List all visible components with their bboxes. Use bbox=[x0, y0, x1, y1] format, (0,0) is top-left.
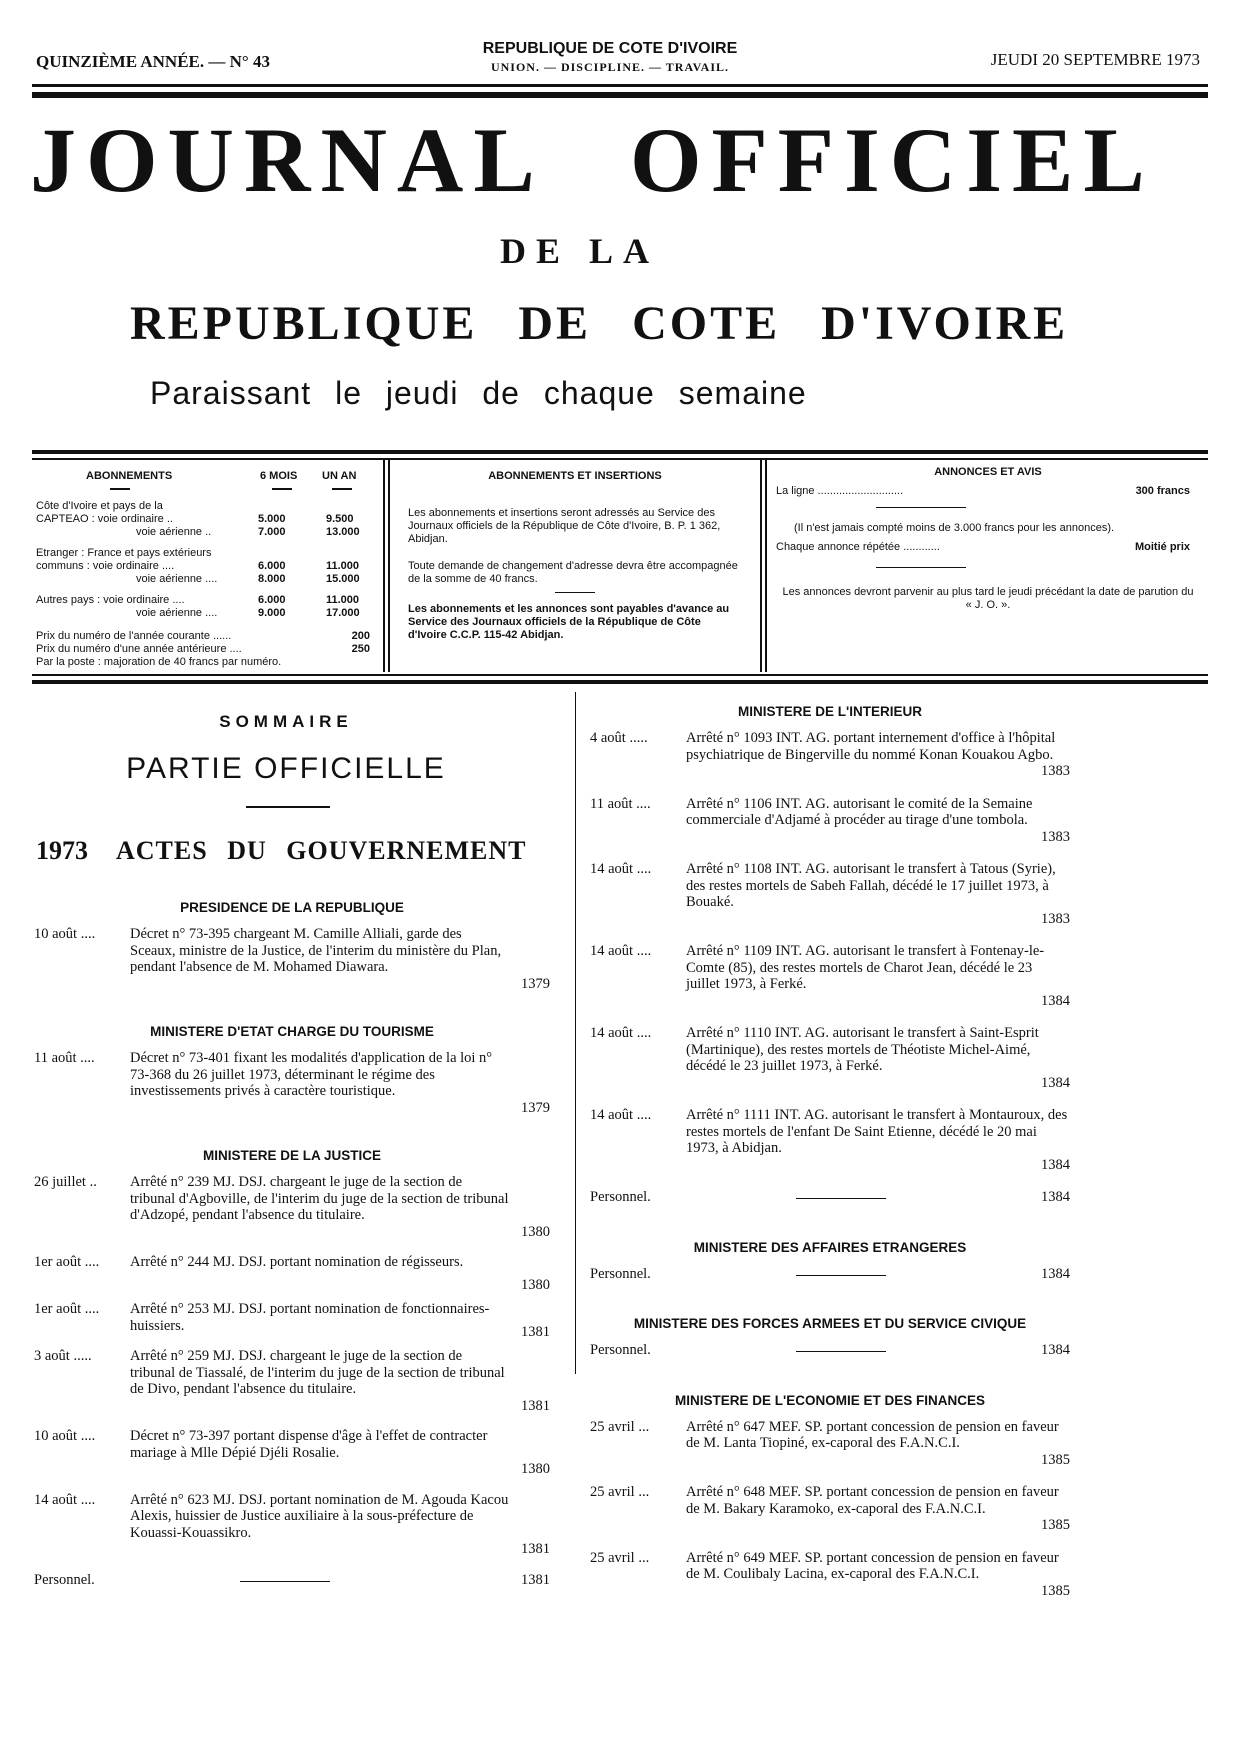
acts-year: 1973 bbox=[36, 836, 88, 865]
col-six-months: 6 MOIS bbox=[260, 470, 298, 482]
line-price: 300 francs bbox=[1135, 485, 1190, 497]
price-previous-value: 250 bbox=[351, 643, 370, 655]
entry-rule bbox=[796, 1198, 886, 1199]
issue-date: JEUDI 20 SEPTEMBRE 1973 bbox=[990, 50, 1200, 69]
subscription-row-label: communs : voie ordinaire .... bbox=[36, 560, 175, 572]
insertions-panel bbox=[400, 466, 750, 642]
subscription-six-months-value: 5.000 bbox=[258, 513, 286, 525]
subscription-row bbox=[36, 607, 376, 620]
entry-date: 11 août .... bbox=[34, 1050, 95, 1066]
subscription-row bbox=[36, 500, 376, 513]
entry-text: Arrêté n° 647 MEF. SP. portant concession de pension en faveur de M. Lanta Tiopiné, ex-caporal des F.A.N.C.I. bbox=[686, 1418, 1059, 1451]
entry-date: 11 août .... bbox=[590, 795, 651, 812]
republique-title: REPUBLIQUE DE COTE D'IVOIRE bbox=[130, 297, 1069, 350]
column-divider bbox=[575, 692, 576, 1374]
masthead-rule-thick bbox=[32, 92, 1208, 98]
subscription-row bbox=[36, 547, 376, 560]
subscription-one-year-value: 17.000 bbox=[326, 607, 360, 619]
entry-text: Arrêté n° 1093 INT. AG. portant internement d'office à l'hôpital psychiatrique de Bingerville du nommé Konan Kouakou Agbo. bbox=[686, 730, 1056, 763]
table-top-rule bbox=[32, 450, 1208, 454]
subscription-row-label: voie aérienne .... bbox=[136, 607, 218, 619]
section-heading: MINISTERE DES AFFAIRES ETRANGERES bbox=[693, 1239, 967, 1255]
entry-page: 1380 bbox=[521, 1276, 550, 1293]
entry-date: 14 août .... bbox=[590, 1025, 652, 1041]
insertions-heading: ABONNEMENTS ET INSERTIONS bbox=[488, 470, 662, 482]
section-heading: MINISTERE DES FORCES ARMEES ET DU SERVICE CIVIQUE bbox=[633, 1316, 1027, 1331]
entry-page: 1384 bbox=[1041, 1156, 1070, 1173]
entry-text: Arrêté n° 239 MJ. DSJ. chargeant le juge de la section de tribunal d'Agboville, de l'interim du juge de la section de tribunal d'Adzopé, pendant l'absence du titulaire. bbox=[130, 1174, 509, 1223]
section-heading: PRESIDENCE DE LA REPUBLIQUE bbox=[180, 900, 404, 915]
entry-rule bbox=[240, 1581, 330, 1582]
entry-text: Arrêté n° 259 MJ. DSJ. chargeant le juge de la section de tribunal de Tiassalé, de l'interim du juge de la section de tribunal de Divo, pendant l'absence du titulaire. bbox=[130, 1348, 505, 1397]
line-price-label: La ligne ............................ bbox=[776, 485, 904, 497]
subscription-one-year-value: 13.000 bbox=[326, 526, 360, 538]
entry-text: Arrêté n° 1106 INT. AG. autorisant le comité de la Semaine commerciale d'Adjamé à procéder au tirage d'une tombola. bbox=[686, 795, 1033, 828]
entry-page: 1385 bbox=[1041, 1582, 1070, 1599]
entry-page: 1383 bbox=[1041, 763, 1070, 779]
table-divider bbox=[760, 460, 762, 672]
entry-page: 1384 bbox=[1041, 1265, 1070, 1282]
entry-date: 1er août .... bbox=[34, 1254, 100, 1270]
entry-date: 26 juillet .. bbox=[34, 1174, 97, 1190]
entry-page: 1383 bbox=[1041, 828, 1070, 845]
price-current-value: 200 bbox=[351, 630, 370, 642]
entry-text: Décret n° 73-397 portant dispense d'âge à l'effet de contracter mariage à Mlle Dépié Djéli Rosalie. bbox=[130, 1428, 488, 1461]
subscription-row bbox=[36, 513, 376, 526]
entry-date: 14 août .... bbox=[590, 1107, 652, 1123]
acts-heading: ACTES DU GOUVERNEMENT bbox=[116, 836, 527, 865]
de-la: DE LA bbox=[500, 231, 660, 271]
address-change-note: Toute demande de changement d'adresse devra être accompagnée de la somme de 40 francs. bbox=[408, 560, 738, 585]
subscriptions-panel bbox=[36, 466, 376, 694]
entry-date: 25 avril ... bbox=[590, 1549, 650, 1566]
section-heading: MINISTERE DE L'ECONOMIE ET DES FINANCES bbox=[675, 1392, 985, 1408]
entry-date: 14 août .... bbox=[590, 943, 652, 959]
entry-text: Arrêté n° 623 MJ. DSJ. portant nomination de M. Agouda Kacou Alexis, huissier de Justice auxiliaire à la sous-préfecture de Kouassi-Kouassikro. bbox=[130, 1491, 509, 1541]
col-one-year: UN AN bbox=[322, 470, 357, 482]
journal-title-left: JOURNAL bbox=[30, 109, 545, 211]
entry-date: Personnel. bbox=[590, 1265, 651, 1282]
subscription-row bbox=[36, 573, 376, 586]
entry-rule bbox=[796, 1351, 886, 1352]
issue-number: QUINZIÈME ANNÉE. — N° 43 bbox=[36, 52, 270, 71]
entry-page: 1381 bbox=[521, 1397, 550, 1414]
partie-officielle: PARTIE OFFICIELLE bbox=[126, 752, 446, 785]
entry-page: 1380 bbox=[521, 1223, 550, 1240]
minimum-note: (Il n'est jamais compté moins de 3.000 francs pour les annonces). bbox=[794, 522, 1115, 534]
insertions-address: Les abonnements et insertions seront adressés au Service des Journaux officiels de la République de Côte d'Ivoire, B. P. 1 362, Abidjan. bbox=[408, 507, 721, 545]
partie-underline bbox=[246, 806, 330, 808]
section-heading: MINISTERE DE L'INTERIEUR bbox=[738, 704, 922, 719]
repeat-price: Moitié prix bbox=[1134, 541, 1190, 553]
subscription-six-months-value: 6.000 bbox=[258, 594, 286, 606]
entry-date: 25 avril ... bbox=[590, 1418, 650, 1435]
subscription-row-label: Autres pays : voie ordinaire .... bbox=[36, 594, 185, 606]
entry-date: 14 août .... bbox=[590, 861, 652, 877]
section-heading: MINISTERE D'ETAT CHARGE DU TOURISME bbox=[150, 1024, 434, 1039]
price-current-label: Prix du numéro de l'année courante ...... bbox=[36, 630, 232, 642]
entry-text: Arrêté n° 244 MJ. DSJ. portant nomination de régisseurs. bbox=[130, 1254, 464, 1270]
entry-text: Arrêté n° 648 MEF. SP. portant concession de pension en faveur de M. Bakary Karamoko, ex-caporal des F.A.N.C.I. bbox=[686, 1484, 1059, 1517]
entry-page: 1379 bbox=[521, 1099, 550, 1116]
entry-date: 1er août .... bbox=[34, 1301, 100, 1317]
subscription-one-year-value: 11.000 bbox=[326, 560, 360, 572]
price-previous-label: Prix du numéro d'une année antérieure .... bbox=[36, 643, 242, 655]
entry-page: 1384 bbox=[1041, 992, 1070, 1009]
announcements-heading: ANNONCES ET AVIS bbox=[934, 466, 1042, 478]
subscription-row-label: voie aérienne .... bbox=[136, 573, 218, 585]
subscription-six-months-value: 7.000 bbox=[258, 526, 286, 538]
subscription-row bbox=[36, 560, 376, 573]
entry-text: Arrêté n° 1108 INT. AG. autorisant le transfert à Tatous (Syrie), des restes mortels de Sabeh Fallah, décédé le 17 juillet 1973, à Bouaké. bbox=[686, 861, 1056, 910]
entry-page: 1381 bbox=[521, 1571, 550, 1588]
table-bottom-rule bbox=[32, 674, 1208, 676]
entry-date: 4 août ..... bbox=[590, 730, 648, 746]
entry-text: Arrêté n° 253 MJ. DSJ. portant nomination de fonctionnaires-huissiers. bbox=[130, 1301, 490, 1334]
entry-date: 3 août ..... bbox=[34, 1348, 92, 1364]
payment-note: Les abonnements et les annonces sont payables d'avance au Service des Journaux officiels de la République de Côte d'Ivoire C.C.P. 115-42 Abidjan. bbox=[408, 603, 730, 641]
table-divider bbox=[388, 460, 390, 672]
entry-page: 1385 bbox=[1041, 1517, 1070, 1533]
masthead-rule bbox=[32, 84, 1208, 87]
section-heading: MINISTERE DE LA JUSTICE bbox=[202, 1148, 382, 1163]
entry-text: Décret n° 73-395 chargeant M. Camille Alliali, garde des Sceaux, ministre de la Justice, de l'interim du ministère du Plan, pendant l'absence de M. Mohamed Diawara. bbox=[130, 926, 502, 975]
postage-note: Par la poste : majoration de 40 francs par numéro. bbox=[36, 656, 282, 668]
deadline-note: Les annonces devront parvenir au plus tard le jeudi précédant la date de parution du « J. O. ». bbox=[782, 586, 1194, 611]
entry-page: 1384 bbox=[1041, 1189, 1070, 1205]
entry-date: Personnel. bbox=[590, 1342, 651, 1358]
subscription-rows bbox=[36, 500, 376, 620]
subscription-row-label: CAPTEAO : voie ordinaire .. bbox=[36, 513, 173, 525]
sommaire-heading: SOMMAIRE bbox=[219, 712, 353, 731]
subscriptions-heading: ABONNEMENTS bbox=[86, 470, 173, 482]
entry-rule bbox=[796, 1275, 886, 1276]
subscription-six-months-value: 8.000 bbox=[258, 573, 286, 585]
table-divider bbox=[383, 460, 385, 672]
entry-page: 1381 bbox=[521, 1323, 550, 1340]
subscription-one-year-value: 15.000 bbox=[326, 573, 360, 585]
repeat-label: Chaque annonce répétée ............ bbox=[776, 541, 940, 553]
subscription-row-label: Côte d'Ivoire et pays de la bbox=[36, 500, 163, 512]
subscription-row-label: voie aérienne .. bbox=[136, 526, 212, 538]
entry-page: 1379 bbox=[521, 975, 550, 992]
entry-text: Arrêté n° 1111 INT. AG. autorisant le transfert à Montauroux, des restes mortels de l'enfant De Saint Etienne, décédé le 20 mai 1973, à Abidjan. bbox=[686, 1107, 1068, 1156]
publication-frequency: Paraissant le jeudi de chaque semaine bbox=[150, 375, 807, 411]
entry-date: 14 août .... bbox=[34, 1491, 96, 1508]
motto: UNION. — DISCIPLINE. — TRAVAIL. bbox=[490, 60, 730, 74]
entry-date: 25 avril ... bbox=[590, 1484, 650, 1500]
entry-text: Décret n° 73-401 fixant les modalités d'application de la loi n° 73-368 du 26 juillet 1973, déterminant le régime des investissements privés à caractère touristique. bbox=[130, 1050, 493, 1099]
subscription-one-year-value: 11.000 bbox=[326, 594, 360, 606]
entry-page: 1384 bbox=[1041, 1342, 1070, 1358]
table-divider bbox=[765, 460, 767, 672]
table-top-rule-2 bbox=[32, 458, 1208, 460]
entry-text: Arrêté n° 1110 INT. AG. autorisant le transfert à Saint-Esprit (Martinique), des restes mortels de Théotiste Michel-Aimé, décédé le 23 juillet 1973, à Ferké. bbox=[686, 1025, 1039, 1074]
entry-date: 10 août .... bbox=[34, 1428, 96, 1444]
entry-date: 10 août .... bbox=[34, 926, 96, 942]
entry-page: 1383 bbox=[1041, 910, 1070, 927]
entry-page: 1381 bbox=[521, 1541, 550, 1557]
subscription-row bbox=[36, 594, 376, 607]
subscription-six-months-value: 6.000 bbox=[258, 560, 286, 572]
announcements-panel bbox=[776, 466, 1200, 612]
entry-page: 1380 bbox=[521, 1461, 550, 1477]
entry-date: Personnel. bbox=[590, 1189, 651, 1205]
journal-title-right: OFFICIEL bbox=[630, 109, 1155, 211]
subscription-row bbox=[36, 526, 376, 539]
table-bottom-rule-2 bbox=[32, 680, 1208, 684]
entry-text: Arrêté n° 1109 INT. AG. autorisant le transfert à Fontenay-le-Comte (85), des restes mortels de Charot Jean, décédé le 23 juillet 1973, à Ferké. bbox=[686, 943, 1045, 992]
entry-date: Personnel. bbox=[34, 1571, 95, 1588]
entry-page: 1385 bbox=[1041, 1451, 1070, 1468]
subscription-row-label: Etranger : France et pays extérieurs bbox=[36, 547, 212, 559]
republic-header: REPUBLIQUE DE COTE D'IVOIRE bbox=[482, 40, 738, 57]
entry-text: Arrêté n° 649 MEF. SP. portant concession de pension en faveur de M. Coulibaly Lacina, ex-caporal des F.A.N.C.I. bbox=[686, 1549, 1059, 1582]
subscription-six-months-value: 9.000 bbox=[258, 607, 286, 619]
entry-page: 1384 bbox=[1041, 1074, 1070, 1091]
subscription-one-year-value: 9.500 bbox=[326, 513, 354, 525]
